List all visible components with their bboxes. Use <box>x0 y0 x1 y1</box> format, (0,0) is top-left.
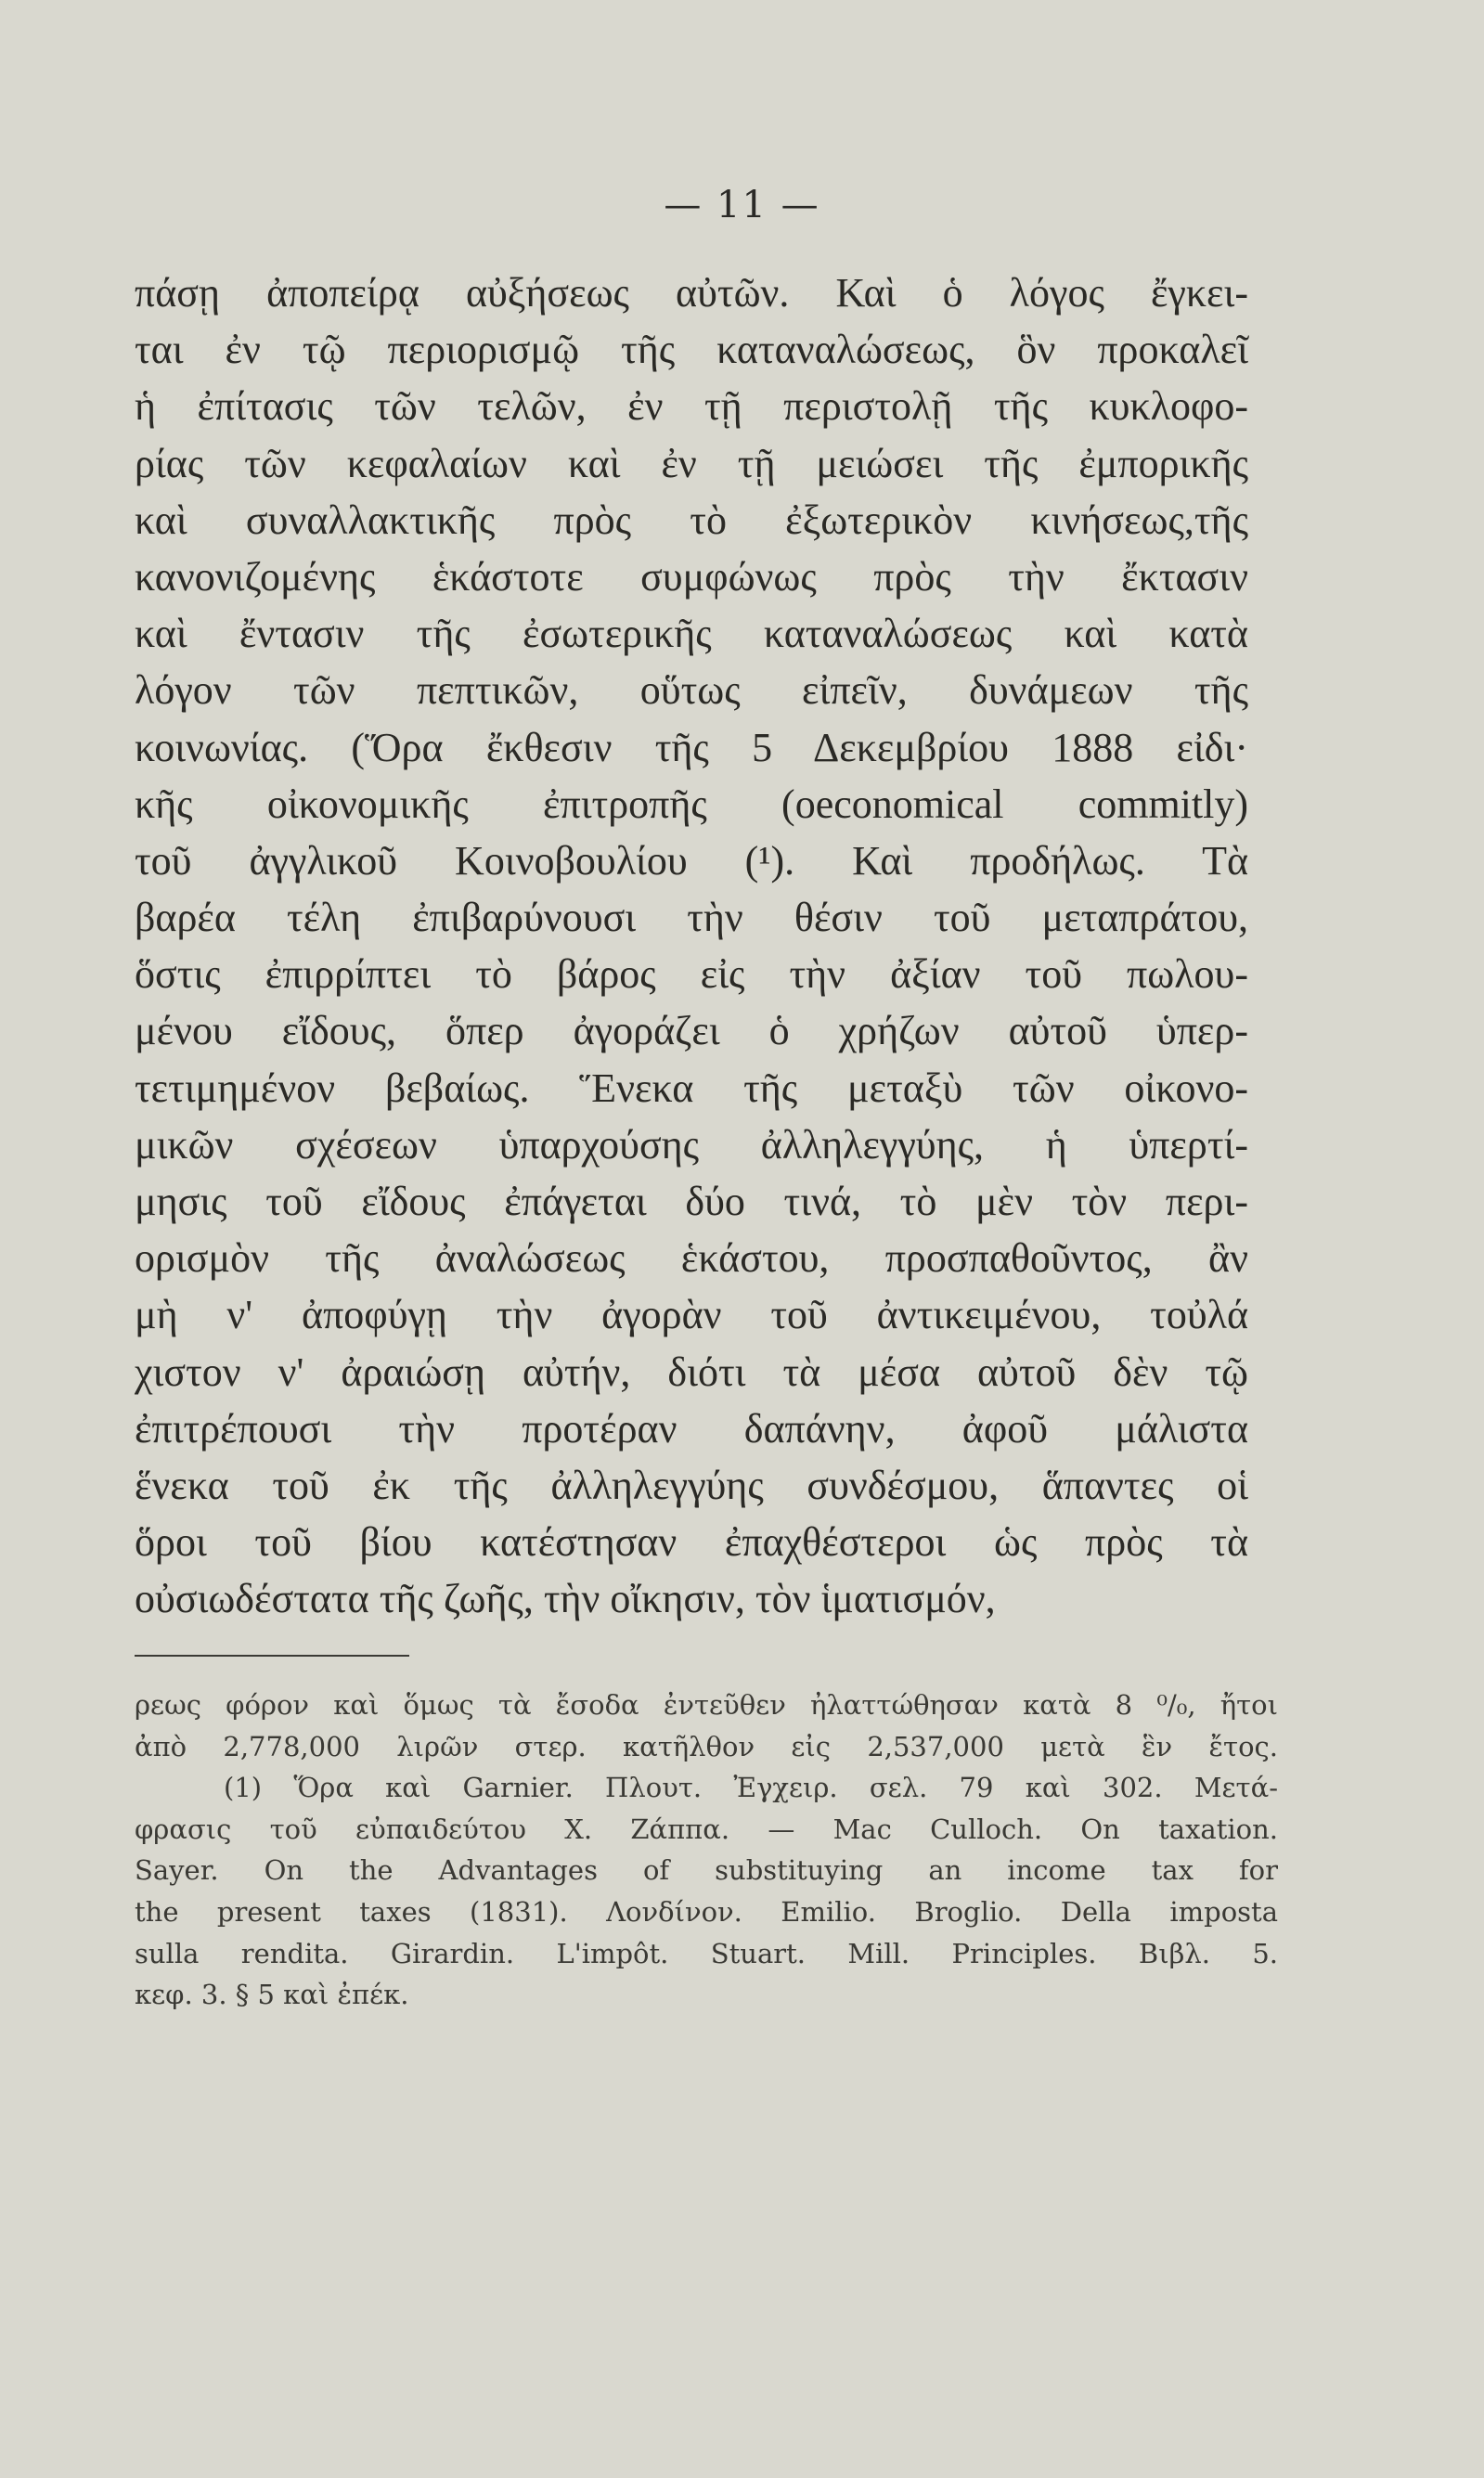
body-line: ἡ ἐπίτασις τῶν τελῶν, ἐν τῇ περιστολῇ τῆς κυκλοφο- <box>135 383 1248 430</box>
body-line: πάσῃ ἀποπείρᾳ αὐξήσεως αὐτῶν. Καὶ ὁ λόγος ἔγκει- <box>135 270 1248 316</box>
footnote-line: φρασις τοῦ εὐπαιδεύτου Χ. Ζάππα. — Mac Culloch. On taxation. <box>135 1813 1278 1845</box>
body-line: τετιμημένον βεβαίως. Ἕνεκα τῆς μεταξὺ τῶν οἰκονο- <box>135 1065 1248 1111</box>
footnote-line: Sayer. On the Advantages of substituying an income tax for <box>135 1854 1278 1887</box>
body-line: κῆς οἰκονομικῆς ἐπιτροπῆς (oeconomical commitly) <box>135 781 1248 827</box>
page-number: — 11 — <box>664 184 820 226</box>
body-line: οὐσιωδέστατα τῆς ζωῆς, τὴν οἴκησιν, τὸν ἱματισμόν, <box>135 1576 996 1622</box>
body-line: ὅροι τοῦ βίου κατέστησαν ἐπαχθέστεροι ὡς πρὸς τὰ <box>135 1519 1248 1566</box>
footnote-line: ἀπὸ 2,778,000 λιρῶν στερ. κατῆλθον εἰς 2,537,000 μετὰ ἓν ἔτος. <box>135 1730 1278 1762</box>
body-line: μένου εἴδους, ὅπερ ἀγοράζει ὁ χρήζων αὐτοῦ ὑπερ- <box>135 1008 1248 1054</box>
footnote-line: ρεως φόρον καὶ ὅμως τὰ ἔσοδα ἐντεῦθεν ἠλαττώθησαν κατὰ 8 ⁰/₀, ἤτοι <box>135 1689 1278 1721</box>
footnote-line: sulla rendita. Girardin. L'impôt. Stuart. Mill. Principles. Βιβλ. 5. <box>135 1937 1278 1969</box>
body-line: λόγον τῶν πεπτικῶν, οὕτως εἰπεῖν, δυνάμεων τῆς <box>135 667 1248 714</box>
footnotes <box>135 1684 1278 2016</box>
body-line: καὶ συναλλακτικῆς πρὸς τὸ ἐξωτερικὸν κινήσεως,τῆς <box>135 497 1248 543</box>
body-line: καὶ ἔντασιν τῆς ἐσωτερικῆς καταναλώσεως καὶ κατὰ <box>135 611 1248 657</box>
body-line: βαρέα τέλη ἐπιβαρύνουσι τὴν θέσιν τοῦ μεταπράτου, <box>135 895 1248 941</box>
body-line: ται ἐν τῷ περιορισμῷ τῆς καταναλώσεως, ὃν προκαλεῖ <box>135 327 1248 373</box>
body-line: κανονιζομένης ἑκάστοτε συμφώνως πρὸς τὴν ἔκτασιν <box>135 553 1248 600</box>
body-line: χιστον ν' ἀραιώσῃ αὐτήν, διότι τὰ μέσα αὐτοῦ δὲν τῷ <box>135 1349 1248 1395</box>
footnote-line: (1) Ὅρα καὶ Garnier. Πλουτ. Ἐγχειρ. σελ. 79 καὶ 302. Μετά- <box>224 1772 1278 1804</box>
body-line: ἐπιτρέπουσι τὴν προτέραν δαπάνην, ἀφοῦ μάλιστα <box>135 1405 1248 1452</box>
body-line: ἕνεκα τοῦ ἐκ τῆς ἀλληλεγγύης συνδέσμου, ἅπαντες οἱ <box>135 1462 1248 1508</box>
body-line: κοινωνίας. (Ὅρα ἔκθεσιν τῆς 5 Δεκεμβρίου 1888 εἰδι· <box>135 724 1248 770</box>
body-line: ρίας τῶν κεφαλαίων καὶ ἐν τῇ μειώσει τῆς ἐμπορικῆς <box>135 440 1248 486</box>
footnote-line: the present taxes (1831). Λονδίνον. Emilio. Broglio. Della imposta <box>135 1895 1278 1928</box>
body-line: μὴ ν' ἀποφύγῃ τὴν ἀγορὰν τοῦ ἀντικειμένου, τοὐλά <box>135 1292 1248 1338</box>
footnote-line: κεφ. 3. § 5 καὶ ἐπέκ. <box>135 1979 409 2011</box>
body-line: μικῶν σχέσεων ὑπαρχούσης ἀλληλεγγύης, ἡ ὑπερτί- <box>135 1121 1248 1168</box>
body-line: ορισμὸν τῆς ἀναλώσεως ἑκάστου, προσπαθοῦντος, ἂν <box>135 1235 1248 1282</box>
body-text <box>135 265 1248 1628</box>
body-line: τοῦ ἀγγλικοῦ Κοινοβουλίου (¹). Καὶ προδήλως. Τὰ <box>135 837 1248 884</box>
body-line: μησις τοῦ εἴδους ἐπάγεται δύο τινά, τὸ μὲν τὸν περι- <box>135 1179 1248 1224</box>
footnote-rule <box>135 1655 409 1657</box>
body-line: ὅστις ἐπιρρίπτει τὸ βάρος εἰς τὴν ἀξίαν τοῦ πωλου- <box>135 951 1248 998</box>
